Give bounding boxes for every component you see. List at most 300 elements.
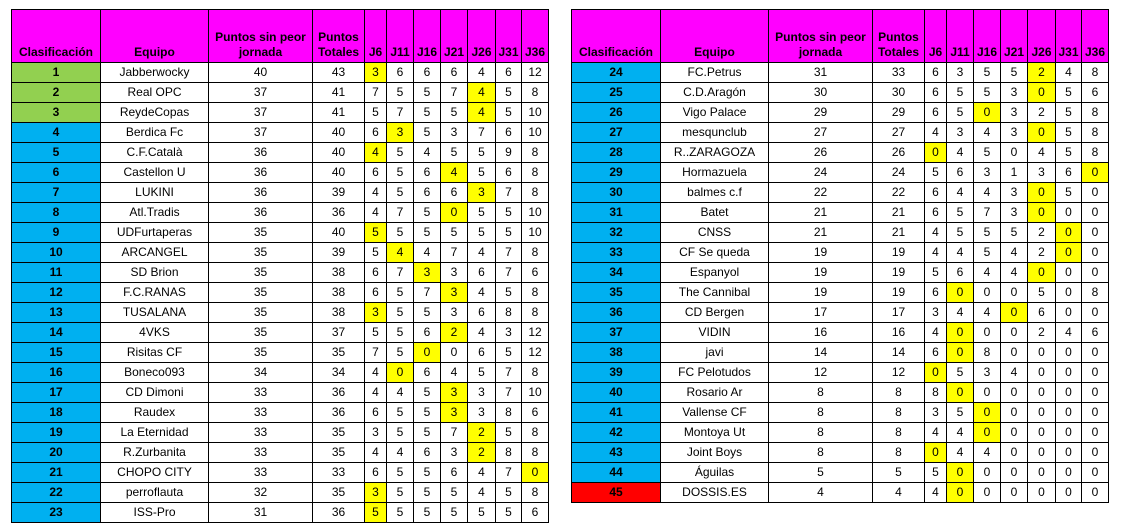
round-j11-cell: 5 [387,403,414,423]
worst-round-highlight-cell: 0 [974,423,1001,443]
round-j36-cell: 0 [1082,303,1109,323]
team-name-cell: R..ZARAGOZA [661,143,769,163]
points-total-cell: 21 [873,203,925,223]
round-j31-cell: 5 [1056,83,1082,103]
round-j6-cell: 6 [925,183,947,203]
round-j31-cell: 0 [1056,303,1082,323]
round-j31-cell: 5 [1056,183,1082,203]
team-name-cell: CD Bergen [661,303,769,323]
round-j26-cell: 6 [468,303,496,323]
points-best-cell: 31 [209,503,313,523]
round-j16-cell: 0 [974,283,1001,303]
round-j11-cell: 4 [947,183,974,203]
round-j26-cell: 5 [1028,283,1056,303]
round-j11-cell: 5 [387,143,414,163]
team-name-cell: TUSALANA [101,303,209,323]
points-best-cell: 36 [209,143,313,163]
team-name-cell: Vallense CF [661,403,769,423]
table-row [12,103,549,123]
table-row [572,83,1109,103]
points-total-cell: 17 [873,303,925,323]
round-j16-cell: 7 [414,283,441,303]
header-j11: J11 [387,10,414,63]
round-j16-cell: 3 [974,163,1001,183]
round-j31-cell: 5 [496,203,522,223]
table-row [12,243,549,263]
round-j36-cell: 10 [522,123,549,143]
table-row [572,443,1109,463]
points-total-cell: 4 [873,483,925,503]
round-j11-cell: 5 [947,403,974,423]
worst-round-highlight-cell: 3 [365,483,387,503]
points-best-cell: 35 [209,283,313,303]
round-j31-cell: 0 [1056,383,1082,403]
round-j21-cell: 4 [1001,243,1028,263]
points-total-cell: 19 [873,243,925,263]
points-total-cell: 38 [313,263,365,283]
points-total-cell: 39 [313,243,365,263]
worst-round-highlight-cell: 0 [974,103,1001,123]
points-best-cell: 33 [209,383,313,403]
team-name-cell: Espanyol [661,263,769,283]
worst-round-highlight-cell: 0 [1028,123,1056,143]
points-best-cell: 35 [209,323,313,343]
position-cell: 15 [12,343,101,363]
round-j26-cell: 4 [468,463,496,483]
position-cell: 23 [12,503,101,523]
round-j31-cell: 8 [496,303,522,323]
worst-round-highlight-cell: 4 [468,83,496,103]
round-j36-cell: 8 [522,363,549,383]
round-j11-cell: 4 [947,443,974,463]
team-name-cell: Vigo Palace [661,103,769,123]
header-j31: J31 [1056,10,1082,63]
round-j31-cell: 4 [1056,323,1082,343]
round-j36-cell: 8 [522,83,549,103]
round-j6-cell: 4 [925,323,947,343]
team-name-cell: FC.Petrus [661,63,769,83]
round-j11-cell: 4 [947,143,974,163]
table-row [12,83,549,103]
round-j31-cell: 5 [496,83,522,103]
table-row [572,163,1109,183]
round-j26-cell: 5 [468,223,496,243]
points-total-cell: 36 [313,503,365,523]
round-j36-cell: 8 [522,163,549,183]
round-j6-cell: 6 [925,283,947,303]
round-j16-cell: 5 [414,463,441,483]
team-name-cell: SD Brion [101,263,209,283]
table-row [572,363,1109,383]
points-total-cell: 30 [873,83,925,103]
round-j26-cell: 4 [468,323,496,343]
table-row [12,423,549,443]
position-cell: 19 [12,423,101,443]
round-j31-cell: 5 [1056,143,1082,163]
round-j31-cell: 5 [496,503,522,523]
points-best-cell: 21 [769,223,873,243]
round-j16-cell: 5 [414,423,441,443]
team-name-cell: 4VKS [101,323,209,343]
points-best-cell: 35 [209,263,313,283]
points-total-cell: 5 [873,463,925,483]
round-j21-cell: 0 [1001,383,1028,403]
points-total-cell: 27 [873,123,925,143]
team-name-cell: Berdica Fc [101,123,209,143]
round-j16-cell: 5 [414,483,441,503]
round-j26-cell: 4 [468,483,496,503]
standings-table-right [571,9,1109,503]
header-row [572,10,1109,63]
team-name-cell: UDFurtaperas [101,223,209,243]
round-j16-cell: 4 [974,303,1001,323]
team-name-cell: ISS-Pro [101,503,209,523]
round-j26-cell: 2 [1028,223,1056,243]
team-name-cell: Montoya Ut [661,423,769,443]
standings-table-left [11,9,549,523]
team-name-cell: javi [661,343,769,363]
table-row [12,183,549,203]
position-cell: 33 [572,243,661,263]
round-j26-cell: 6 [1028,303,1056,323]
round-j26-cell: 5 [468,363,496,383]
position-cell: 29 [572,163,661,183]
round-j26-cell: 2 [1028,103,1056,123]
worst-round-highlight-cell: 0 [947,383,974,403]
round-j36-cell: 0 [1082,183,1109,203]
header-puntos-sin-peor-jornada: Puntos sin peor jornada [769,10,873,63]
round-j36-cell: 8 [522,183,549,203]
team-name-cell: LUKINI [101,183,209,203]
round-j21-cell: 5 [441,483,468,503]
round-j26-cell: 6 [468,343,496,363]
header-j21: J21 [1001,10,1028,63]
round-j11-cell: 7 [387,103,414,123]
round-j6-cell: 3 [925,303,947,323]
position-cell: 16 [12,363,101,383]
round-j16-cell: 6 [414,443,441,463]
round-j31-cell: 5 [496,283,522,303]
table-row [572,203,1109,223]
round-j26-cell: 0 [1028,423,1056,443]
table-row [12,223,549,243]
round-j16-cell: 5 [414,503,441,523]
worst-round-highlight-cell: 0 [947,323,974,343]
round-j16-cell: 5 [974,143,1001,163]
position-cell: 45 [572,483,661,503]
round-j6-cell: 7 [365,343,387,363]
points-best-cell: 32 [209,483,313,503]
header-j36: J36 [522,10,549,63]
position-cell: 41 [572,403,661,423]
header-j11: J11 [947,10,974,63]
position-cell: 24 [572,63,661,83]
round-j36-cell: 0 [1082,363,1109,383]
round-j21-cell: 0 [1001,343,1028,363]
points-best-cell: 37 [209,103,313,123]
points-best-cell: 37 [209,123,313,143]
points-total-cell: 22 [873,183,925,203]
table-row [572,343,1109,363]
round-j36-cell: 0 [1082,403,1109,423]
round-j36-cell: 0 [1082,203,1109,223]
points-best-cell: 17 [769,303,873,323]
round-j21-cell: 3 [441,443,468,463]
round-j36-cell: 6 [1082,83,1109,103]
round-j26-cell: 0 [1028,383,1056,403]
round-j36-cell: 0 [1082,483,1109,503]
points-total-cell: 37 [313,323,365,343]
points-best-cell: 21 [769,203,873,223]
round-j31-cell: 7 [496,243,522,263]
round-j16-cell: 4 [414,143,441,163]
worst-round-highlight-cell: 0 [1082,163,1109,183]
position-cell: 37 [572,323,661,343]
round-j21-cell: 0 [1001,143,1028,163]
position-cell: 26 [572,103,661,123]
round-j16-cell: 0 [974,323,1001,343]
round-j21-cell: 3 [441,263,468,283]
round-j11-cell: 5 [387,163,414,183]
round-j11-cell: 5 [947,203,974,223]
round-j21-cell: 3 [1001,203,1028,223]
worst-round-highlight-cell: 0 [1056,223,1082,243]
round-j21-cell: 6 [441,63,468,83]
round-j6-cell: 6 [925,63,947,83]
points-total-cell: 36 [313,383,365,403]
team-name-cell: R.Zurbanita [101,443,209,463]
team-name-cell: Rosario Ar [661,383,769,403]
team-name-cell: mesqunclub [661,123,769,143]
round-j36-cell: 8 [1082,283,1109,303]
round-j36-cell: 10 [522,203,549,223]
team-name-cell: CNSS [661,223,769,243]
position-cell: 4 [12,123,101,143]
table-row [12,203,549,223]
points-total-cell: 12 [873,363,925,383]
position-cell: 34 [572,263,661,283]
round-j11-cell: 5 [387,463,414,483]
points-best-cell: 16 [769,323,873,343]
round-j11-cell: 4 [947,243,974,263]
worst-round-highlight-cell: 4 [387,243,414,263]
team-name-cell: CF Se queda [661,243,769,263]
round-j36-cell: 8 [522,423,549,443]
round-j6-cell: 6 [925,343,947,363]
team-name-cell: balmes c.f [661,183,769,203]
table-row [572,243,1109,263]
position-cell: 3 [12,103,101,123]
round-j16-cell: 4 [974,183,1001,203]
position-cell: 28 [572,143,661,163]
round-j36-cell: 0 [1082,423,1109,443]
round-j21-cell: 7 [441,83,468,103]
round-j36-cell: 10 [522,383,549,403]
round-j16-cell: 6 [414,63,441,83]
round-j31-cell: 0 [1056,403,1082,423]
points-total-cell: 16 [873,323,925,343]
team-name-cell: Batet [661,203,769,223]
header-puntos-totales: Puntos Totales [313,10,365,63]
table-row [12,283,549,303]
round-j26-cell: 7 [468,123,496,143]
round-j6-cell: 5 [925,463,947,483]
points-total-cell: 38 [313,283,365,303]
team-name-cell: Joint Boys [661,443,769,463]
round-j6-cell: 5 [925,163,947,183]
round-j26-cell: 5 [468,163,496,183]
round-j16-cell: 5 [974,223,1001,243]
worst-round-highlight-cell: 0 [1028,83,1056,103]
points-best-cell: 33 [209,443,313,463]
round-j31-cell: 8 [496,443,522,463]
round-j21-cell: 5 [441,223,468,243]
points-best-cell: 8 [769,423,873,443]
round-j36-cell: 0 [1082,443,1109,463]
round-j16-cell: 0 [974,463,1001,483]
points-total-cell: 19 [873,283,925,303]
position-cell: 32 [572,223,661,243]
round-j26-cell: 0 [1028,443,1056,463]
header-equipo: Equipo [101,10,209,63]
points-total-cell: 21 [873,223,925,243]
round-j11-cell: 5 [387,343,414,363]
table-row [12,403,549,423]
table-row [12,483,549,503]
points-best-cell: 27 [769,123,873,143]
round-j36-cell: 0 [1082,463,1109,483]
round-j6-cell: 4 [925,423,947,443]
team-name-cell: Boneco093 [101,363,209,383]
round-j6-cell: 3 [365,423,387,443]
round-j6-cell: 5 [365,103,387,123]
worst-round-highlight-cell: 4 [468,103,496,123]
points-total-cell: 35 [313,423,365,443]
round-j11-cell: 5 [947,103,974,123]
round-j6-cell: 4 [925,123,947,143]
round-j11-cell: 7 [387,203,414,223]
table-row [572,223,1109,243]
round-j16-cell: 6 [414,363,441,383]
round-j16-cell: 6 [414,163,441,183]
round-j6-cell: 6 [365,283,387,303]
table-row [12,503,549,523]
points-total-cell: 41 [313,103,365,123]
round-j21-cell: 4 [1001,263,1028,283]
points-total-cell: 39 [313,183,365,203]
round-j21-cell: 4 [1001,363,1028,383]
points-best-cell: 33 [209,403,313,423]
round-j26-cell: 5 [468,203,496,223]
round-j21-cell: 6 [441,463,468,483]
header-j21: J21 [441,10,468,63]
round-j26-cell: 4 [468,283,496,303]
worst-round-highlight-cell: 0 [947,483,974,503]
round-j6-cell: 3 [925,403,947,423]
header-j16: J16 [414,10,441,63]
points-total-cell: 8 [873,423,925,443]
round-j31-cell: 7 [496,383,522,403]
points-total-cell: 33 [873,63,925,83]
round-j16-cell: 5 [414,203,441,223]
round-j6-cell: 5 [925,263,947,283]
team-name-cell: C.F.Català [101,143,209,163]
points-total-cell: 24 [873,163,925,183]
round-j21-cell: 0 [441,343,468,363]
position-cell: 18 [12,403,101,423]
round-j11-cell: 4 [947,423,974,443]
team-name-cell: perroflauta [101,483,209,503]
round-j11-cell: 5 [387,483,414,503]
round-j16-cell: 5 [974,243,1001,263]
round-j31-cell: 6 [496,163,522,183]
header-j26: J26 [1028,10,1056,63]
table-row [572,283,1109,303]
round-j21-cell: 7 [441,243,468,263]
round-j11-cell: 6 [947,263,974,283]
points-total-cell: 40 [313,123,365,143]
round-j36-cell: 8 [1082,143,1109,163]
round-j16-cell: 5 [414,383,441,403]
round-j6-cell: 6 [365,403,387,423]
round-j11-cell: 5 [387,83,414,103]
round-j26-cell: 0 [1028,483,1056,503]
round-j16-cell: 4 [974,123,1001,143]
round-j21-cell: 5 [441,503,468,523]
table-row [572,63,1109,83]
points-total-cell: 35 [313,343,365,363]
round-j31-cell: 7 [496,363,522,383]
points-total-cell: 8 [873,383,925,403]
round-j6-cell: 5 [365,243,387,263]
round-j26-cell: 0 [1028,343,1056,363]
table-row [12,463,549,483]
round-j11-cell: 4 [387,443,414,463]
round-j11-cell: 3 [947,63,974,83]
round-j31-cell: 4 [1056,63,1082,83]
worst-round-highlight-cell: 3 [414,263,441,283]
team-name-cell: ReydeCopas [101,103,209,123]
round-j21-cell: 5 [441,143,468,163]
points-total-cell: 40 [313,143,365,163]
round-j26-cell: 2 [1028,323,1056,343]
position-cell: 39 [572,363,661,383]
points-total-cell: 14 [873,343,925,363]
round-j21-cell: 5 [1001,223,1028,243]
worst-round-highlight-cell: 0 [1028,203,1056,223]
points-total-cell: 40 [313,223,365,243]
worst-round-highlight-cell: 0 [1001,303,1028,323]
round-j16-cell: 0 [974,483,1001,503]
points-best-cell: 40 [209,63,313,83]
round-j36-cell: 12 [522,323,549,343]
worst-round-highlight-cell: 3 [441,403,468,423]
team-name-cell: Jabberwocky [101,63,209,83]
table-row [572,483,1109,503]
points-best-cell: 37 [209,83,313,103]
round-j6-cell: 4 [925,223,947,243]
round-j21-cell: 5 [1001,63,1028,83]
round-j36-cell: 8 [522,443,549,463]
table-row [572,383,1109,403]
round-j6-cell: 6 [925,203,947,223]
round-j36-cell: 6 [522,503,549,523]
team-name-cell: La Eternidad [101,423,209,443]
round-j6-cell: 4 [365,183,387,203]
round-j21-cell: 3 [1001,103,1028,123]
team-name-cell: VIDIN [661,323,769,343]
round-j31-cell: 0 [1056,283,1082,303]
